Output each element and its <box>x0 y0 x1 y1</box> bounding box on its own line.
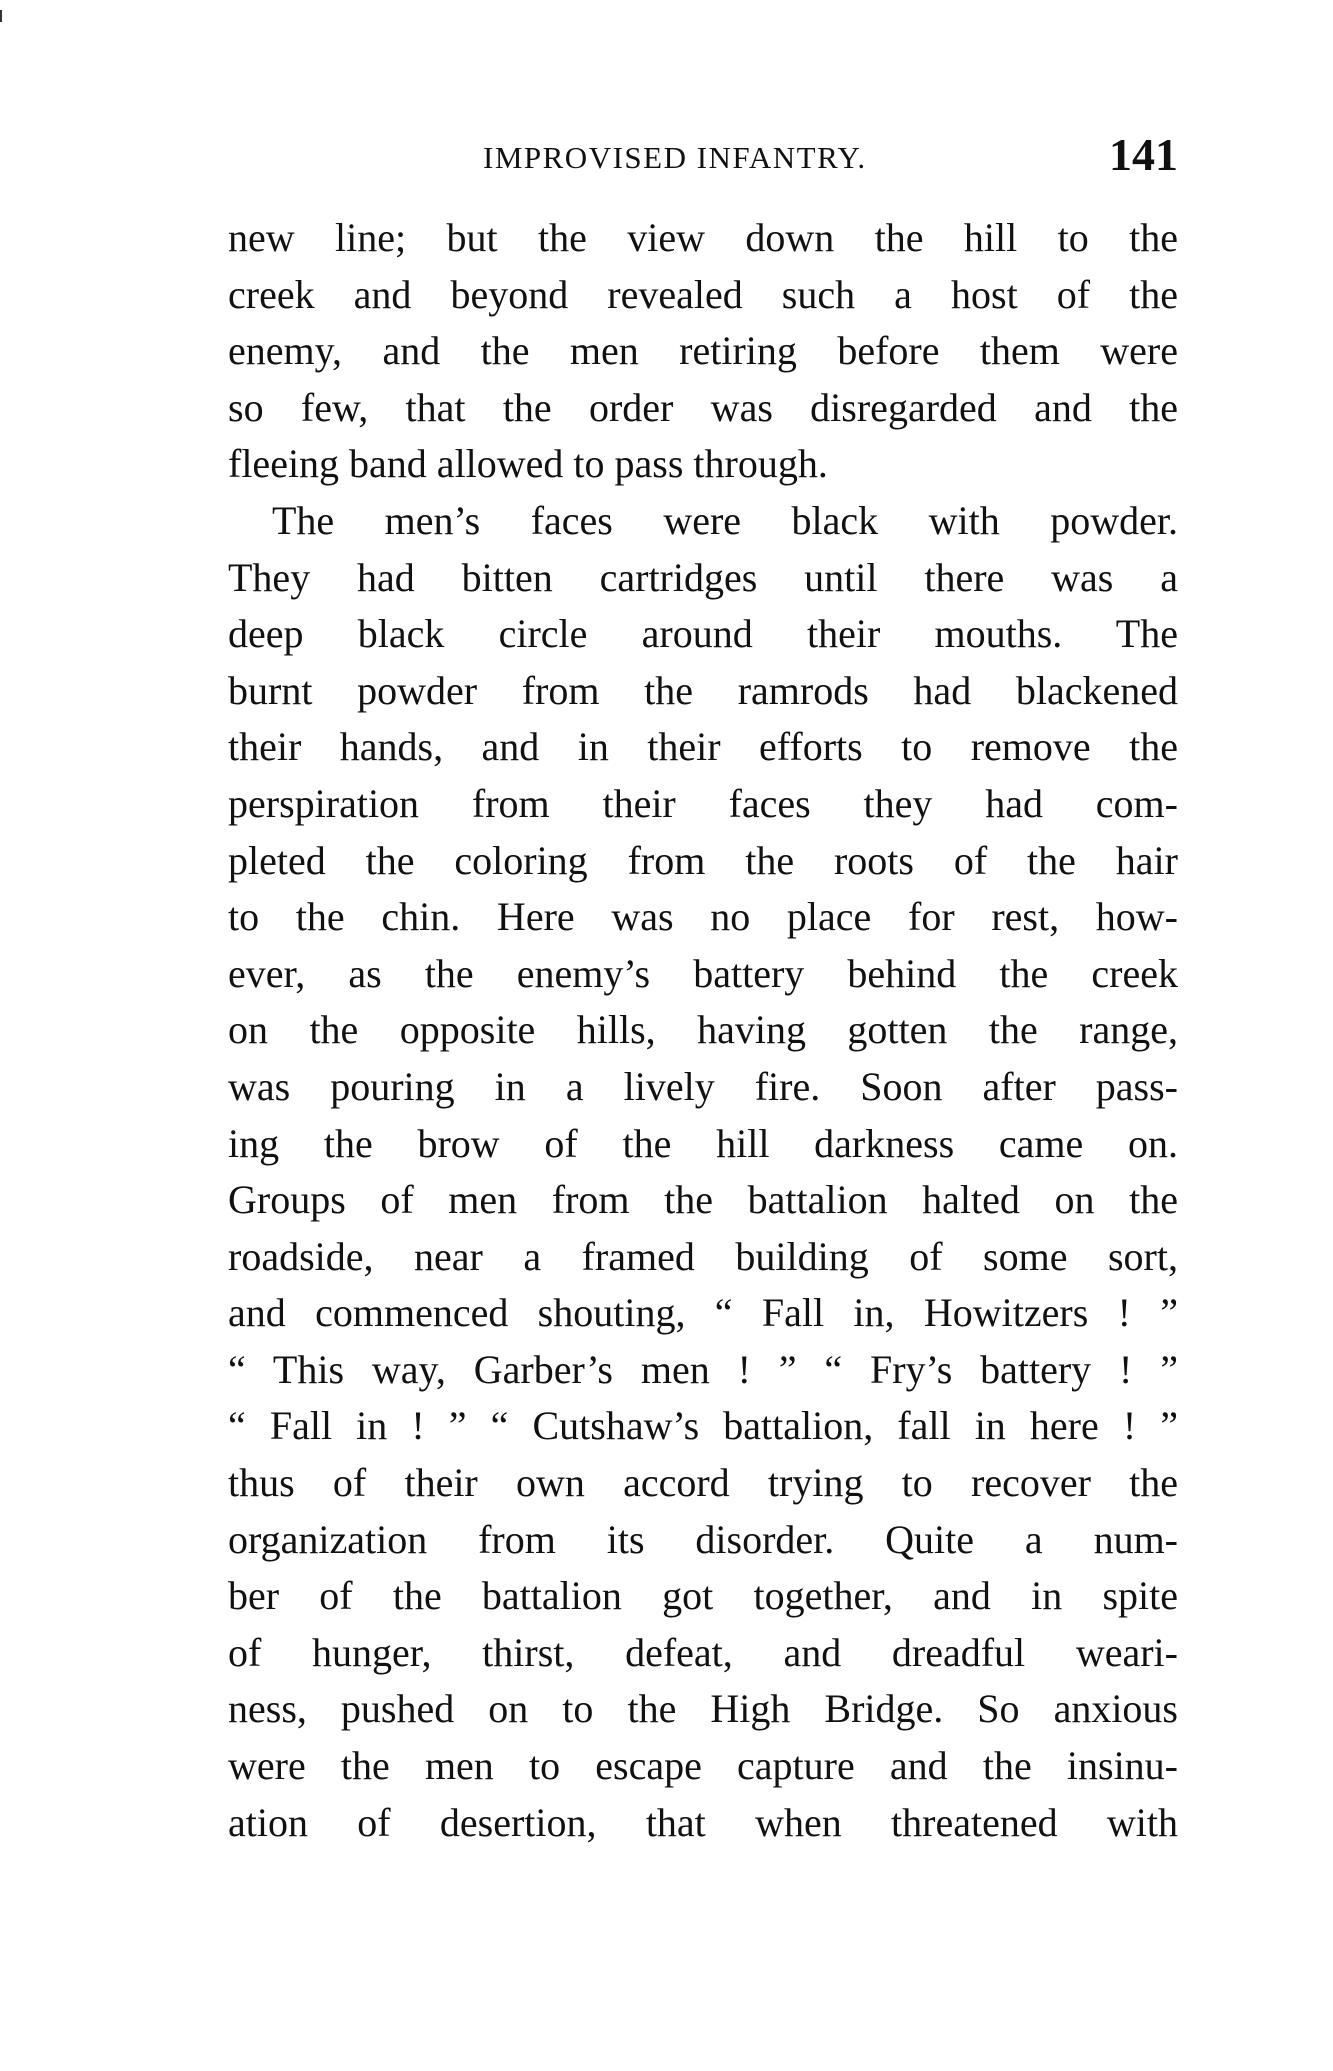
text-line: burnt powder from the ramrods had blackened <box>228 667 1178 713</box>
text-line: pleted the coloring from the roots of the hair <box>228 837 1178 883</box>
text-line: enemy, and the men retiring before them were <box>228 328 1178 374</box>
running-title: IMPROVISED INFANTRY. <box>483 140 867 175</box>
text-line: was pouring in a lively fire. Soon after pass- <box>228 1063 1178 1109</box>
scan-edge-mark <box>0 10 2 22</box>
text-line: organization from its disorder. Quite a num- <box>228 1516 1178 1562</box>
text-line: were the men to escape capture and the insinu- <box>228 1743 1178 1789</box>
text-line: ness, pushed on to the High Bridge. So anxious <box>228 1686 1178 1732</box>
text-line: The men’s faces were black with powder. <box>272 497 1178 543</box>
text-line: ber of the battalion got together, and in spite <box>228 1573 1178 1619</box>
text-line: their hands, and in their efforts to remove the <box>228 724 1178 770</box>
text-line: so few, that the order was disregarded and the <box>228 384 1178 430</box>
text-line: ever, as the enemy’s battery behind the creek <box>228 950 1178 996</box>
text-line: roadside, near a framed building of some sort, <box>228 1233 1178 1279</box>
text-line: They had bitten cartridges until there was a <box>228 554 1178 600</box>
text-line: deep black circle around their mouths. The <box>228 611 1178 657</box>
text-line: of hunger, thirst, defeat, and dreadful weari- <box>228 1629 1178 1675</box>
text-line: and commenced shouting, “ Fall in, Howitzers ! ” <box>228 1290 1178 1336</box>
text-line: creek and beyond revealed such a host of the <box>228 271 1178 317</box>
body-text <box>228 210 1178 1851</box>
text-line: on the opposite hills, having gotten the range, <box>228 1007 1178 1053</box>
text-line: fleeing band allowed to pass through. <box>228 441 828 487</box>
text-line: ing the brow of the hill darkness came on. <box>228 1120 1178 1166</box>
text-line: new line; but the view down the hill to the <box>228 215 1178 260</box>
running-head <box>228 130 1178 190</box>
text-line: perspiration from their faces they had com- <box>228 780 1178 826</box>
text-line: Groups of men from the battalion halted on the <box>228 1177 1178 1223</box>
text-line: “ This way, Garber’s men ! ” “ Fry’s battery ! ” <box>228 1346 1178 1392</box>
text-line: “ Fall in ! ” “ Cutshaw’s battalion, fall in here ! ” <box>228 1403 1178 1449</box>
text-line: thus of their own accord trying to recover the <box>228 1460 1178 1506</box>
text-line: to the chin. Here was no place for rest, how- <box>228 894 1178 940</box>
page-number: 141 <box>1109 129 1178 180</box>
text-line: ation of desertion, that when threatened with <box>228 1799 1178 1845</box>
